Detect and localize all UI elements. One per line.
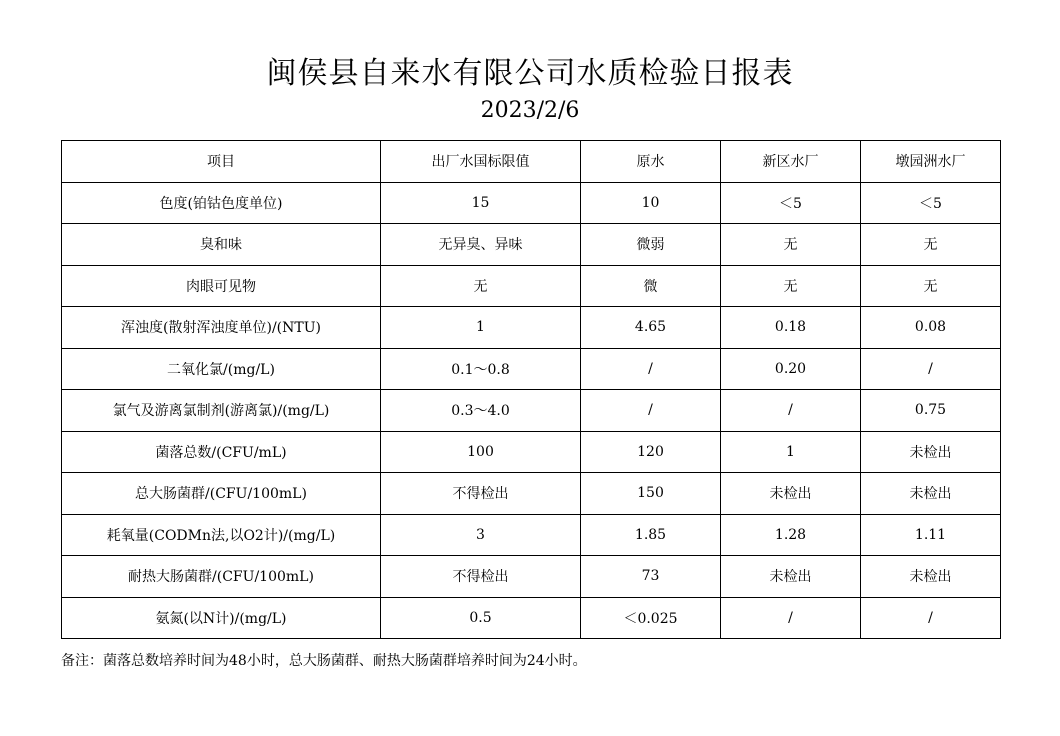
- table-cell: 1.28: [721, 514, 861, 556]
- table-cell: 微: [581, 265, 721, 307]
- table-cell: 未检出: [861, 556, 1001, 598]
- table-cell: 浑浊度(散射浑浊度单位)/(NTU): [62, 307, 381, 349]
- table-cell: 未检出: [721, 556, 861, 598]
- table-row: [62, 307, 1001, 349]
- table-cell: 100: [381, 431, 581, 473]
- table-cell: 臭和味: [62, 224, 381, 266]
- table-cell: 肉眼可见物: [62, 265, 381, 307]
- table-row: [62, 431, 1001, 473]
- table-row: [62, 514, 1001, 556]
- table-cell: 120: [581, 431, 721, 473]
- table-cell: 总大肠菌群/(CFU/100mL): [62, 473, 381, 515]
- table-cell: 未检出: [721, 473, 861, 515]
- table-cell: 色度(铂钴色度单位): [62, 182, 381, 224]
- table-cell: 4.65: [581, 307, 721, 349]
- table-cell: 菌落总数/(CFU/mL): [62, 431, 381, 473]
- table-cell: /: [861, 597, 1001, 639]
- table-cell: 无异臭、异味: [381, 224, 581, 266]
- table-cell: 耐热大肠菌群/(CFU/100mL): [62, 556, 381, 598]
- report-date: 2023/2/6: [480, 98, 580, 123]
- table-row: [62, 390, 1001, 432]
- table-cell: 未检出: [861, 473, 1001, 515]
- table-cell: 氨氮(以N计)/(mg/L): [62, 597, 381, 639]
- table-cell: 0.18: [721, 307, 861, 349]
- table-cell: 二氧化氯/(mg/L): [62, 348, 381, 390]
- table-cell: 73: [581, 556, 721, 598]
- table-row: [62, 348, 1001, 390]
- table-cell: ＜5: [721, 182, 861, 224]
- table-row: [62, 224, 1001, 266]
- table-cell: 0.5: [381, 597, 581, 639]
- table-row: [62, 182, 1001, 224]
- water-quality-table: [61, 140, 1001, 639]
- table-header-row: [62, 141, 1001, 183]
- table-cell: /: [861, 348, 1001, 390]
- table-cell: /: [721, 390, 861, 432]
- table-cell: 氯气及游离氯制剂(游离氯)/(mg/L): [62, 390, 381, 432]
- table-row: [62, 473, 1001, 515]
- report-title: 闽侯县自来水有限公司水质检验日报表: [266, 56, 794, 91]
- table-cell: 无: [381, 265, 581, 307]
- header-raw-water: 原水: [581, 141, 721, 183]
- table-cell: 0.08: [861, 307, 1001, 349]
- table-cell: /: [581, 390, 721, 432]
- table-cell: 1: [721, 431, 861, 473]
- table-cell: 无: [721, 224, 861, 266]
- table-cell: 不得检出: [381, 473, 581, 515]
- table-cell: 15: [381, 182, 581, 224]
- table-cell: 无: [861, 224, 1001, 266]
- header-item: 项目: [62, 141, 381, 183]
- table-row: [62, 265, 1001, 307]
- table-row: [62, 556, 1001, 598]
- header-dunyuanzhou-plant: 墩园洲水厂: [861, 141, 1001, 183]
- table-cell: 无: [721, 265, 861, 307]
- table-cell: 1: [381, 307, 581, 349]
- table-cell: 不得检出: [381, 556, 581, 598]
- table-row: [62, 597, 1001, 639]
- table-cell: 3: [381, 514, 581, 556]
- table-cell: 耗氧量(CODMn法,以O2计)/(mg/L): [62, 514, 381, 556]
- table-cell: /: [581, 348, 721, 390]
- header-standard-limit: 出厂水国标限值: [381, 141, 581, 183]
- table-cell: 0.1～0.8: [381, 348, 581, 390]
- table-cell: 无: [861, 265, 1001, 307]
- table-cell: ＜0.025: [581, 597, 721, 639]
- table-cell: 1.85: [581, 514, 721, 556]
- table-cell: ＜5: [861, 182, 1001, 224]
- table-cell: 10: [581, 182, 721, 224]
- report-note: 备注：菌落总数培养时间为48小时，总大肠菌群、耐热大肠菌群培养时间为24小时。: [61, 653, 587, 669]
- table-cell: 未检出: [861, 431, 1001, 473]
- header-xinqu-plant: 新区水厂: [721, 141, 861, 183]
- table-cell: 0.20: [721, 348, 861, 390]
- table-cell: 150: [581, 473, 721, 515]
- table-cell: 微弱: [581, 224, 721, 266]
- table-cell: /: [721, 597, 861, 639]
- table-cell: 0.3～4.0: [381, 390, 581, 432]
- table-cell: 1.11: [861, 514, 1001, 556]
- table-cell: 0.75: [861, 390, 1001, 432]
